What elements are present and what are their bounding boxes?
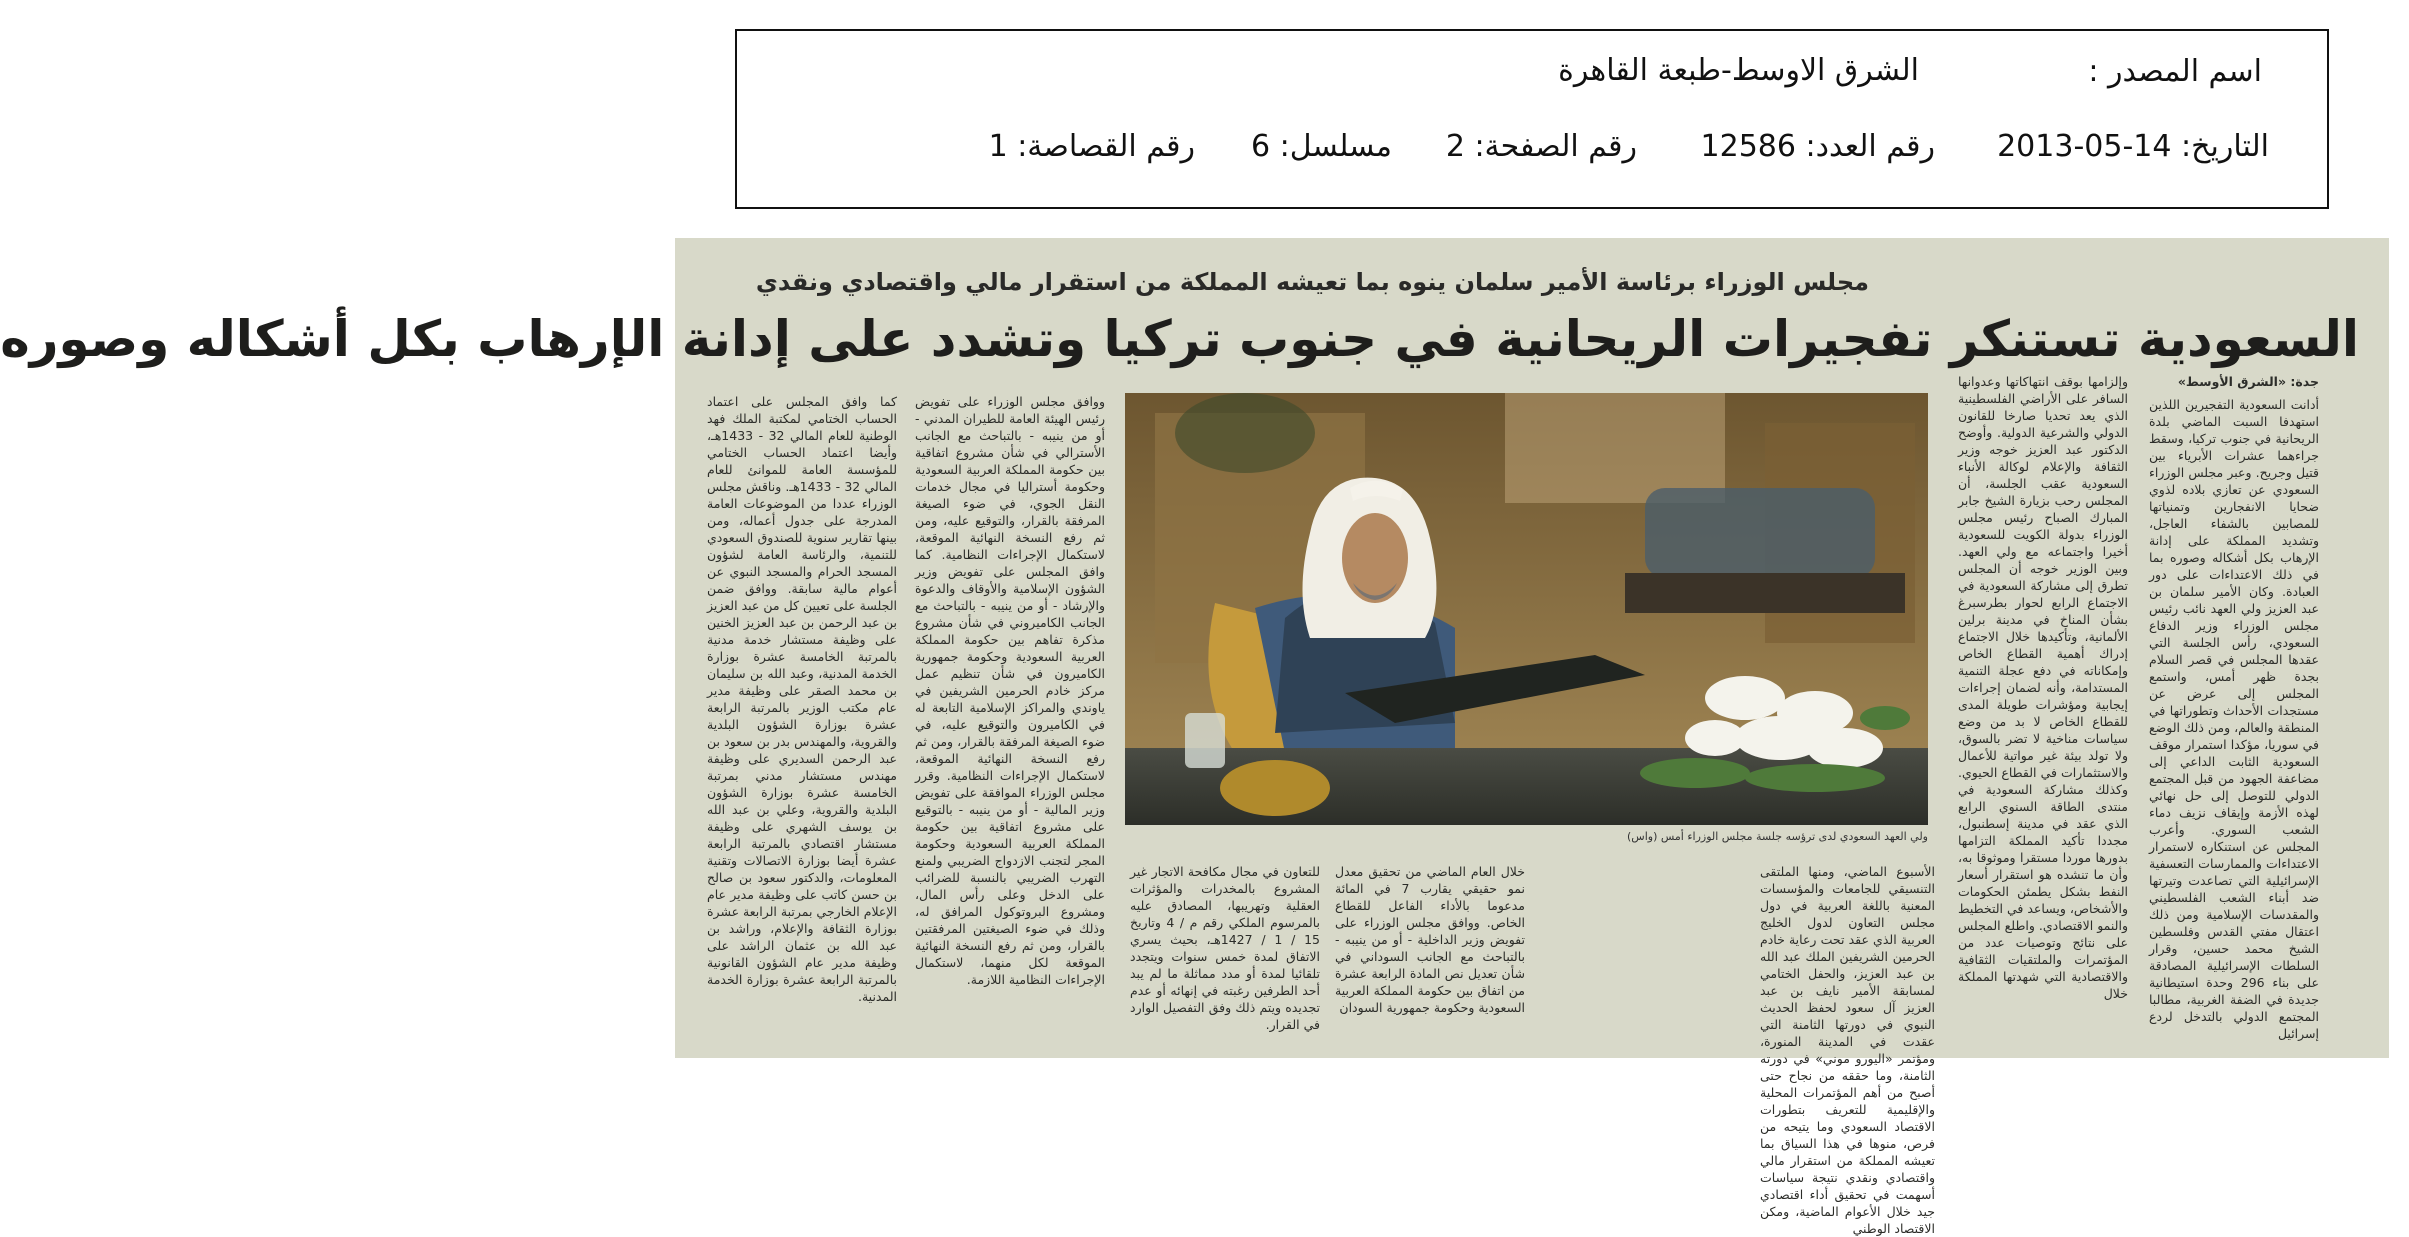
column-3-text: الأسبوع الماضي، ومنها الملتقى التنسيقي للجامعات والمؤسسات المعنية باللغة العربية في دول مجلس التعاون لدول الخليج العربية الذي عقد تحت رعاية خادم الحرمين الشريفين الملك عبد الله بن عبد العزيز، والحفل الختامي لمسابقة الأمير نايف بن عبد العزيز آل سعود لحفظ الحديث النبوي في دورتها الثامنة التي عقدت في المدينة المنورة، ومؤتمر «اليورو موني» في دورته الثامنة، وما حققه من نجاح حتى أصبح من أهم المؤتمرات المحلية والإقليمية للتعريف بتطورات الاقتصاد السعودي وما يتيحه من فرص، منوها في هذا السياق بما تعيشه المملكة من استقرار مالي واقتصادي ونقدي نتيجة سياسات أسهمت في تحقيق أداء اقتصادي جيد خلال الأعوام الماضية، ومكن الاقتصاد الوطني [1760, 864, 1935, 1236]
issue-number-field: رقم العدد: 12586 [1700, 129, 1935, 164]
article-headline: السعودية تستنكر تفجيرات الريحانية في جنوب تركيا وتشدد على إدانة الإرهاب بكل أشكاله وصوره [0, 310, 2359, 368]
date-field: التاريخ: 14-05-2013 [1997, 129, 2269, 164]
article-column-6 [915, 393, 1105, 1038]
serial-field: مسلسل: 6 [1251, 129, 1392, 164]
source-info-box [735, 29, 2329, 209]
article-photo [1125, 393, 1928, 825]
newspaper-clipping [0, 238, 2389, 1236]
article-column-5 [1130, 863, 1320, 1038]
page-number-field: رقم الصفحة: 2 [1445, 129, 1637, 164]
column-5-text: للتعاون في مجال مكافحة الاتجار غير المشروع بالمخدرات والمؤثرات العقلية وتهريبها، المصادق عليه بالمرسوم الملكي رقم م / 4 وتاريخ 15 / 1 / 1427هـ، بحيث يسري الاتفاق لمدة خمس سنوات ويتجدد تلقائيا لمدة أو مدد مماثلة ما لم يبد أحد الطرفين رغبته في إنهائه أو عدم تجديده ويتم ذلك وفق التفصيل الوارد في القرار. [1130, 864, 1320, 1032]
article-column-4 [1335, 863, 1525, 1038]
column-7-text: كما وافق المجلس على اعتماد الحساب الختامي لمكتبة الملك فهد الوطنية للعام المالي 32 - 1433هـ، وأيضا اعتماد الحساب الختامي للمؤسسة العامة للموانئ للعام المالي 32 - 1433هـ. وناقش مجلس الوزراء عددا من الموضوعات العامة المدرجة على جدول أعماله، ومن بينها تقارير سنوية للصندوق السعودي للتنمية، والرئاسة العامة لشؤون المسجد الحرام والمسجد النبوي عن أعوام مالية سابقة. ووافق ضمن الجلسة على تعيين كل من عبد العزيز بن عبد الرحمن بن عبد العزيز الخنين على وظيفة مستشار خدمة مدنية بالمرتبة الخامسة عشرة بوزارة الخدمة المدنية، وعبد الله بن سليمان بن محمد الصقر على وظيفة مدير عام مكتب الوزير بالمرتبة الرابعة عشرة بوزارة الشؤون البلدية والقروية، والمهندس بدر بن سعود بن عبد الرحمن السديري على وظيفة مهندس مستشار مدني بمرتبة الخامسة عشرة بوزارة الشؤون البلدية والقروية، وعلي بن عبد الله بن يوسف الشهري على وظيفة مستشار اقتصادي بالمرتبة الرابعة عشرة أيضا بوزارة الاتصالات وتقنية المعلومات، والدكتور سعود بن صالح بن حسن كاتب على وظيفة مدير عام الإعلام الخارجي بمرتبة الرابعة عشرة بوزارة الثقافة والإعلام، وراشد بن عبد الله بن عثمان الراشد على وظيفة مدير عام الشؤون القانونية بالمرتبة الرابعة عشرة بوزارة الخدمة المدنية. [707, 394, 897, 1004]
column-6-text: ووافق مجلس الوزراء على تفويض رئيس الهيئة العامة للطيران المدني - أو من ينيبه - بالتباحث مع الجانب الأسترالي في شأن مشروع اتفاقية بين حكومة المملكة العربية السعودية وحكومة أستراليا في مجال خدمات النقل الجوي، في ضوء الصيغة المرفقة بالقرار، والتوقيع عليه، ومن ثم رفع النسخة النهائية الموقعة، لاستكمال الإجراءات النظامية. كما وافق المجلس على تفويض وزير الشؤون الإسلامية والأوقاف والدعوة والإرشاد - أو من ينيبه - بالتباحث مع الجانب الكاميروني في شأن مشروع مذكرة تفاهم بين حكومة المملكة العربية السعودية وحكومة جمهورية الكاميرون في شأن تنظيم عمل مركز خادم الحرمين الشريفين في ياوندي والمراكز الإسلامية التابعة له في الكاميرون والتوقيع عليه، في ضوء الصيغة المرفقة بالقرار، ومن ثم رفع النسخة النهائية الموقعة، لاستكمال الإجراءات النظامية. وقرر مجلس الوزراء الموافقة على تفويض وزير المالية - أو من ينيبه - بالتوقيع على مشروع اتفاقية بين حكومة المملكة العربية السعودية وحكومة المجر لتجنب الازدواج الضريبي ولمنع التهرب الضريبي بالنسبة للضرائب على الدخل وعلى رأس المال، ومشروع البروتوكول المرافق له، وذلك في ضوء الصيغتين المرفقتين بالقرار، ومن ثم رفع النسخة النهائية الموقعة لكل منهما، لاستكمال الإجراءات النظامية اللازمة. [915, 394, 1105, 987]
clip-number-field: رقم القصاصة: 1 [988, 129, 1195, 164]
dateline: جدة: «الشرق الأوسط» [2177, 374, 2319, 389]
column-1-text: أدانت السعودية التفجيرين اللذين استهدفا السبت الماضي بلدة الريحانية في جنوب تركيا، وسقط جراءهما عشرات الأبرياء بين قتيل وجريح. وعبر مجلس الوزراء السعودي عن تعازي بلاده لذوي ضحايا الانفجارين وتمنياتها للمصابين بالشفاء العاجل، وتشديد المملكة على إدانة الإرهاب بكل أشكاله وصوره بما في ذلك الاعتداءات على دور العبادة. وكان الأمير سلمان بن عبد العزيز ولي العهد نائب رئيس مجلس الوزراء وزير الدفاع السعودي، رأس الجلسة التي عقدها المجلس في قصر السلام بجدة ظهر أمس، واستمع المجلس إلى عرض عن مستجدات الأحداث وتطوراتها في المنطقة والعالم، ومن ذلك الوضع في سوريا، مؤكدا استمرار موقف السعودية الثابت الداعي إلى مضاعفة الجهود من قبل المجتمع الدولي للتوصل إلى حل نهائي لهذه الأزمة وإيقاف نزيف دماء الشعب السوري. وأعرب المجلس عن استنكاره لاستمرار الاعتداءات والممارسات التعسفية الإسرائيلية التي تصاعدت وتيرتها ضد أبناء الشعب الفلسطيني والمقدسات الإسلامية ومن ذلك اعتقال مفتي القدس وفلسطين الشيخ محمد حسين، وقرار السلطات الإسرائيلية المصادقة على بناء 296 وحدة استيطانية جديدة في الضفة الغربية، مطالبا المجتمع الدولي بالتدخل لردع إسرائيل [2149, 397, 2319, 1041]
photo-caption: ولي العهد السعودي لدى ترؤسه جلسة مجلس الوزراء أمس (واس) [1627, 830, 1928, 843]
article-column-1 [2149, 373, 2319, 1041]
source-label: اسم المصدر : [2088, 54, 2262, 89]
column-2-text: وإلزامها بوقف انتهاكاتها وعدوانها السافر على الأراضي الفلسطينية الذي يعد تحديا صارخا للقانون الدولي والشرعية الدولية. وأوضح الدكتور عبد العزيز خوجه وزير الثقافة والإعلام لوكالة الأنباء السعودية عقب الجلسة، أن المجلس رحب بزيارة الشيخ جابر المبارك الصباح رئيس مجلس الوزراء بدولة الكويت للسعودية أخيرا واجتماعه مع ولي العهد. وبين الوزير خوجه أن المجلس تطرق إلى مشاركة السعودية في الاجتماع الرابع لحوار بطرسبرغ بشأن المناخ في مدينة برلين الألمانية، وتأكيدها خلال الاجتماع إدراك أهمية القطاع الخاص وإمكاناته في دفع عجلة التنمية المستدامة، وأنه لضمان إجراءات إيجابية ومؤشرات طويلة المدى للقطاع الخاص لا بد من وضع سياسات مناخية لا تضر بالسوق، ولا تولد بيئة غير مواتية للأعمال والاستثمارات في القطاع الحيوي. وكذلك مشاركة السعودية في منتدى الطاقة السنوي الرابع الذي عقد في مدينة إسطنبول، مجددا تأكيد المملكة التزامها بدورها موردا مستقرا وموثوقا به، وأن ما تنشده هو استقرار أسعار النفط بشكل يطمئن الحكومات والأشخاص، ويساعد في التخطيط والنمو الاقتصادي. واطلع المجلس على نتائج وتوصيات عدد من المؤتمرات والملتقيات الثقافية والاقتصادية التي شهدتها المملكة خلال [1958, 374, 2128, 1001]
article-column-3 [1760, 863, 1935, 1236]
source-value: الشرق الاوسط-طبعة القاهرة [1558, 53, 1919, 88]
article-column-7 [707, 393, 897, 1038]
column-4-text: خلال العام الماضي من تحقيق معدل نمو حقيقي يقارب 7 في المائة مدعوما بالأداء الفاعل للقطاع الخاص. ووافق مجلس الوزراء على تفويض وزير الداخلية - أو من ينيبه - بالتباحث مع الجانب السوداني في شأن تعديل نص المادة الرابعة عشرة من اتفاق بين حكومة المملكة العربية السعودية وحكومة جمهورية السودان [1335, 864, 1525, 1015]
article-column-2 [1958, 373, 2128, 1038]
article-kicker: مجلس الوزراء برئاسة الأمير سلمان ينوه بما تعيشه المملكة من استقرار مالي واقتصادي ونقدي [755, 268, 1869, 296]
